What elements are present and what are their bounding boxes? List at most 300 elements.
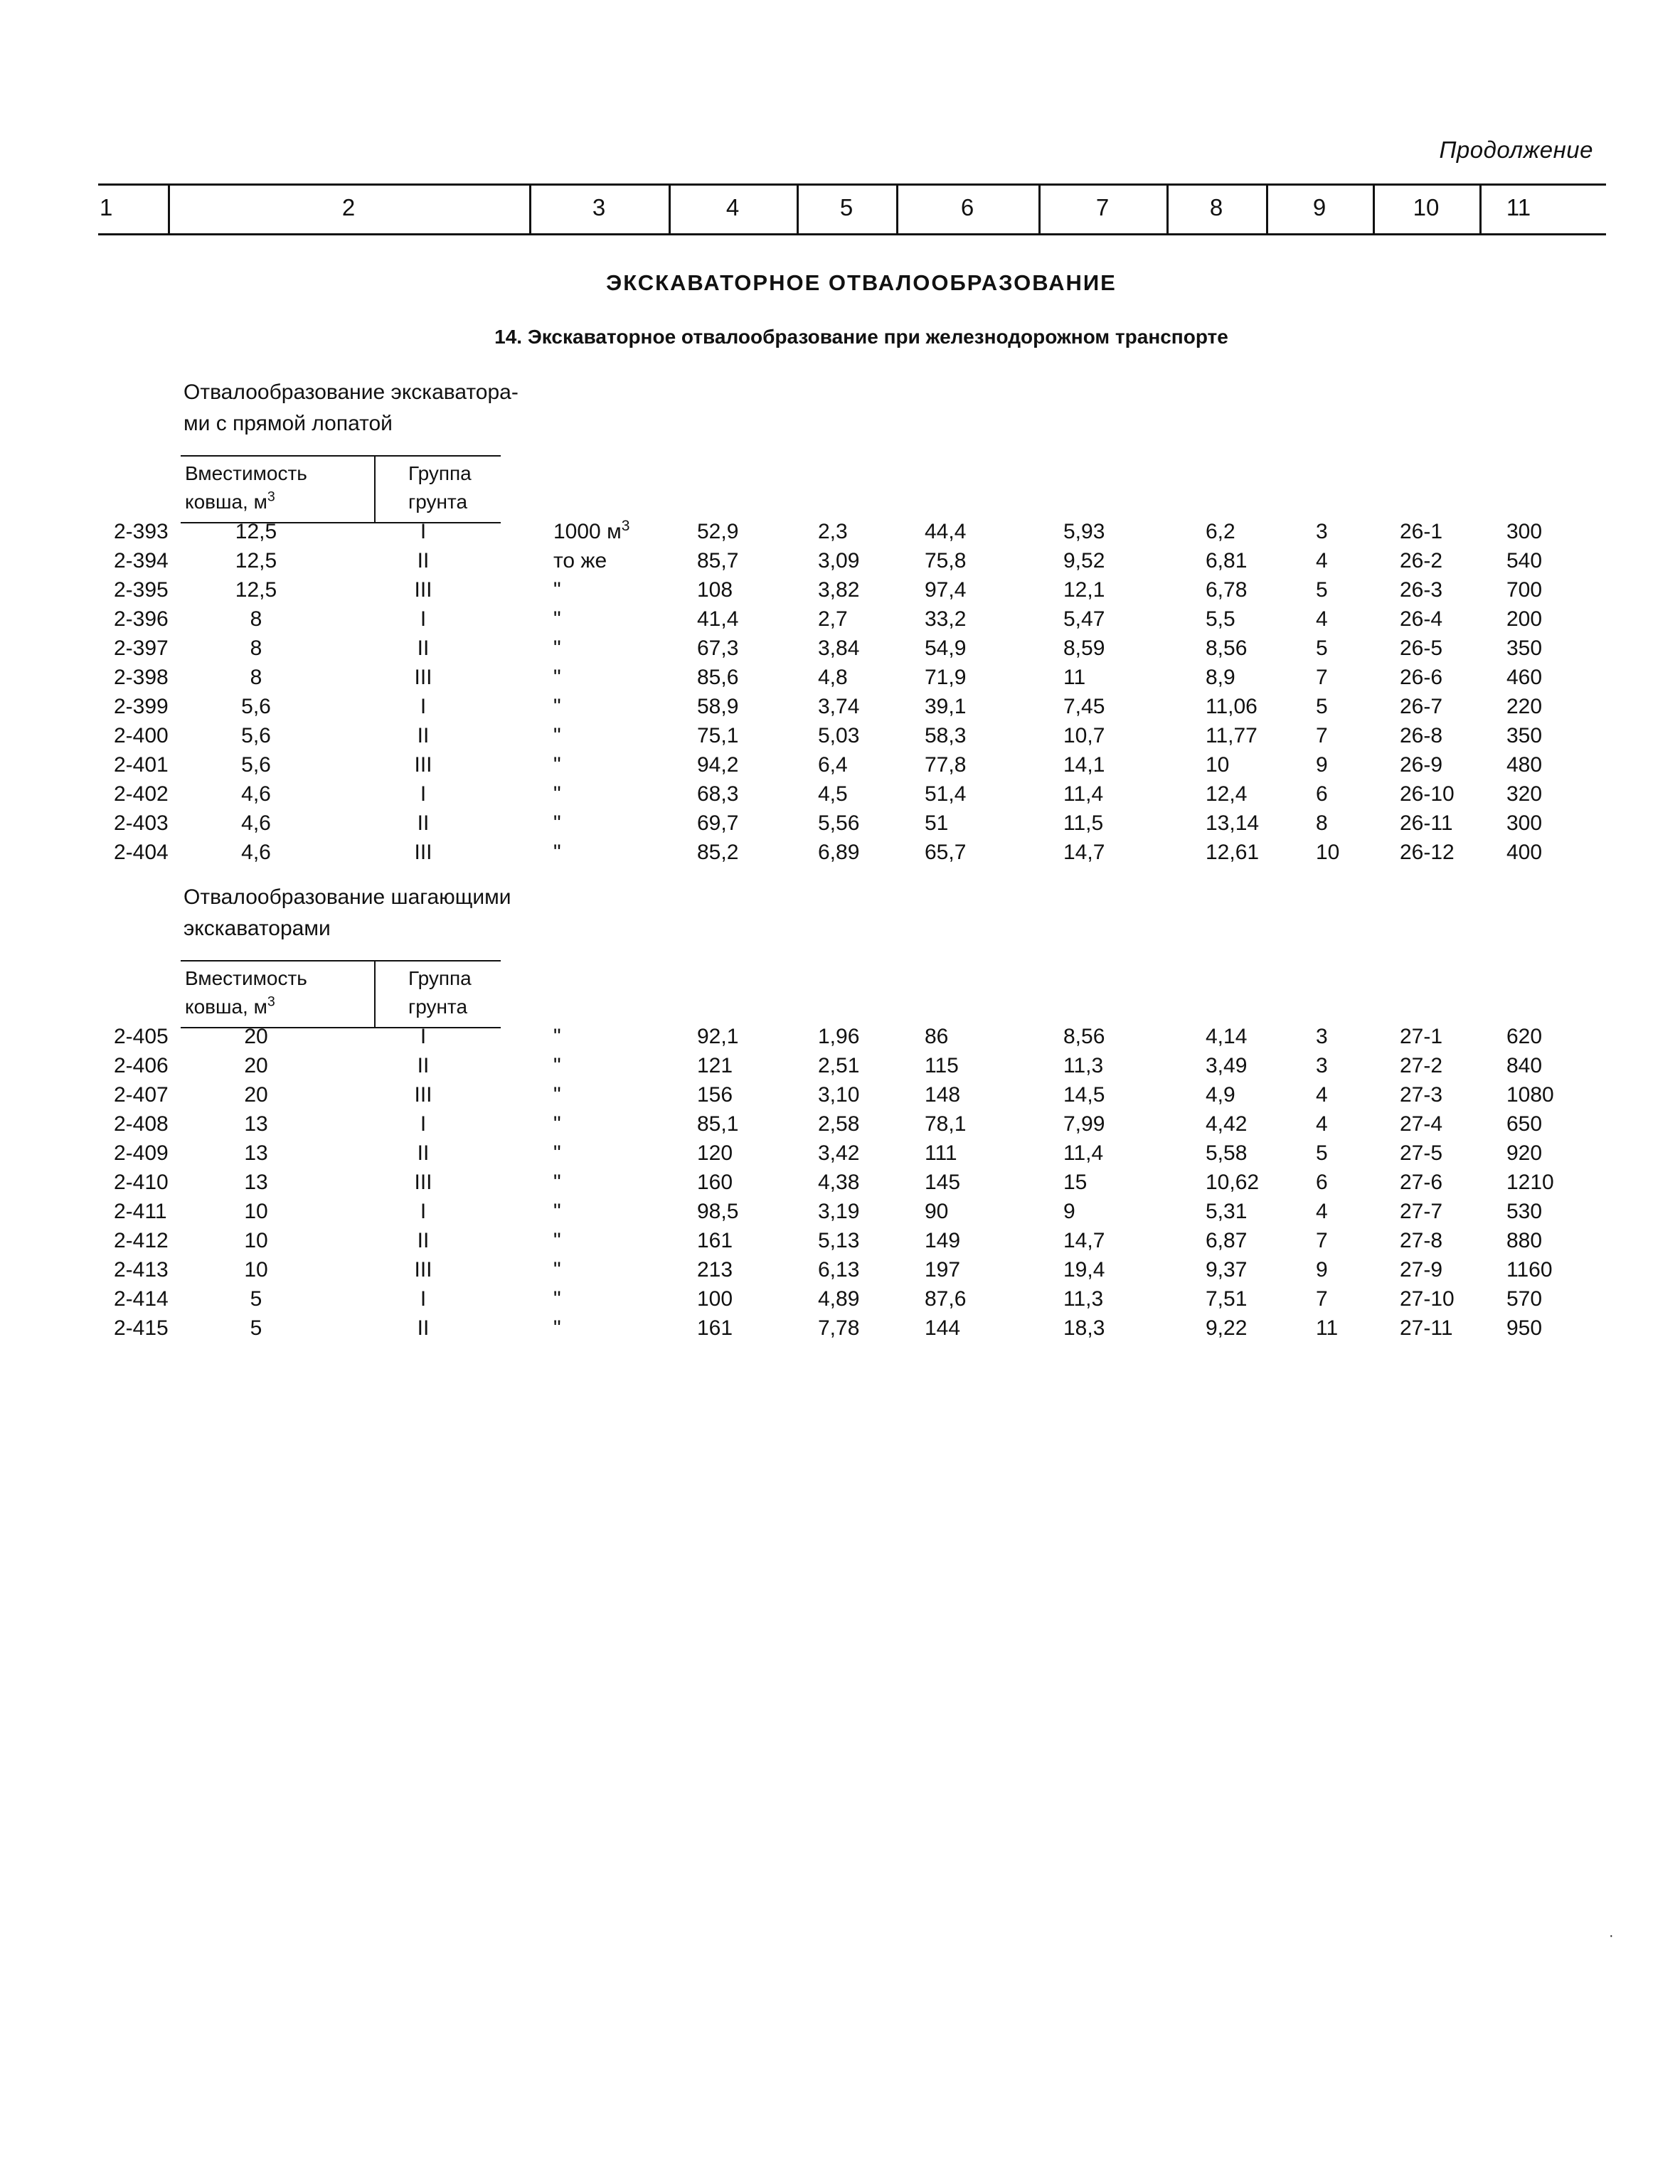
table-row (0, 1168, 1680, 1197)
cell-c10: 26-9 (1400, 753, 1443, 777)
cell-c8: 6,81 (1206, 549, 1248, 572)
superscript: 3 (267, 489, 275, 505)
cell-c4: 161 (697, 1229, 733, 1252)
cell-c8: 10 (1206, 753, 1230, 777)
table-row (0, 1255, 1680, 1284)
cell-c8: 12,4 (1206, 782, 1248, 806)
cell-c9: 5 (1316, 636, 1328, 660)
cell-unit: " (553, 666, 561, 689)
cell-code: 2-397 (114, 636, 169, 660)
cell-vol: 12,5 (235, 578, 277, 602)
cell-vol: 12,5 (235, 549, 277, 572)
cell-c8: 9,37 (1206, 1258, 1248, 1282)
cell-c6: 58,3 (925, 724, 967, 747)
cell-c8: 11,77 (1206, 724, 1258, 747)
cell-c7: 14,5 (1063, 1083, 1105, 1107)
cell-c4: 120 (697, 1141, 733, 1165)
cell-c9: 3 (1316, 520, 1328, 543)
cell-grp: I (420, 782, 427, 806)
cell-c9: 11 (1316, 1316, 1339, 1340)
cell-c9: 7 (1316, 666, 1328, 689)
cell-unit: " (553, 1083, 561, 1107)
column-number: 1 (100, 194, 113, 220)
cell-c5: 6,13 (818, 1258, 860, 1282)
cell-c11: 480 (1506, 753, 1543, 777)
cell-c10: 27-11 (1400, 1316, 1453, 1340)
cell-grp: II (417, 1229, 430, 1252)
cell-unit: " (553, 841, 561, 864)
cell-unit: " (553, 1200, 561, 1223)
cell-c7: 11,3 (1063, 1054, 1104, 1077)
cell-grp: I (420, 607, 427, 631)
cell-c7: 7,99 (1063, 1112, 1105, 1136)
cell-c9: 3 (1316, 1025, 1328, 1048)
cell-c4: 94,2 (697, 753, 739, 777)
cell-unit: " (553, 724, 561, 747)
cell-c11: 220 (1506, 695, 1543, 718)
cell-c7: 15 (1063, 1171, 1088, 1194)
cell-c6: 197 (925, 1258, 961, 1282)
cell-c10: 27-10 (1400, 1287, 1455, 1311)
part1-rows (0, 517, 1680, 867)
header-text: Вместимость (185, 462, 307, 484)
table-row (0, 1197, 1680, 1226)
cell-c8: 5,5 (1206, 607, 1235, 631)
cell-c7: 7,45 (1063, 695, 1105, 718)
table-row (0, 692, 1680, 721)
cell-grp: III (414, 1083, 432, 1107)
cell-c4: 156 (697, 1083, 733, 1107)
table-row (0, 517, 1680, 546)
cell-c9: 7 (1316, 1287, 1328, 1311)
table-row (0, 634, 1680, 663)
cell-grp: II (417, 811, 430, 835)
cell-c6: 86 (925, 1025, 949, 1048)
cell-c5: 3,82 (818, 578, 860, 602)
cell-c7: 11 (1063, 666, 1086, 689)
cell-c5: 3,42 (818, 1141, 860, 1165)
header-text: Группа (408, 967, 472, 989)
cell-grp: III (414, 753, 432, 777)
cell-c11: 1210 (1506, 1171, 1554, 1194)
cell-c5: 5,13 (818, 1229, 860, 1252)
cell-c5: 4,8 (818, 666, 848, 689)
cell-c11: 700 (1506, 578, 1543, 602)
table-row (0, 1109, 1680, 1139)
cell-c11: 350 (1506, 724, 1543, 747)
cell-c6: 71,9 (925, 666, 967, 689)
cell-grp: I (420, 1200, 427, 1223)
cell-code: 2-411 (114, 1200, 167, 1223)
cell-c10: 27-6 (1400, 1171, 1443, 1194)
cell-unit: " (553, 753, 561, 777)
cell-grp: I (420, 1112, 427, 1136)
cell-grp: II (417, 1141, 430, 1165)
table-row (0, 838, 1680, 867)
cell-c9: 6 (1316, 782, 1328, 806)
cell-unit: " (553, 1171, 561, 1194)
cell-c4: 67,3 (697, 636, 739, 660)
cell-vol: 5 (250, 1316, 262, 1340)
cell-code: 2-406 (114, 1054, 169, 1077)
cell-unit: " (553, 1112, 561, 1136)
column-number: 2 (341, 194, 356, 220)
cell-grp: II (417, 1316, 430, 1340)
cell-c7: 11,4 (1063, 782, 1104, 806)
cell-vol: 8 (250, 666, 262, 689)
cell-c7: 10,7 (1063, 724, 1105, 747)
cell-c5: 4,38 (818, 1171, 860, 1194)
cell-c5: 2,51 (818, 1054, 860, 1077)
cell-unit: 1000 $м^3$ (553, 518, 630, 543)
cell-c8: 4,14 (1206, 1025, 1248, 1048)
column-number: 3 (592, 194, 606, 220)
part1-title-line: Отвалообразование экскаватора- (184, 380, 519, 404)
cell-c6: 145 (925, 1171, 961, 1194)
table-row (0, 721, 1680, 750)
cell-code: 2-412 (114, 1229, 169, 1252)
cell-vol: 5,6 (241, 695, 271, 718)
cell-vol: 4,6 (241, 841, 271, 864)
header-text (185, 993, 370, 1021)
cell-code: 2-409 (114, 1141, 169, 1165)
cell-c8: 8,9 (1206, 666, 1235, 689)
cell-c4: 58,9 (697, 695, 739, 718)
cell-c4: 75,1 (697, 724, 739, 747)
cell-vol: 4,6 (241, 782, 271, 806)
cell-c8: 6,87 (1206, 1229, 1248, 1252)
cell-c8: 4,42 (1206, 1112, 1248, 1136)
cell-c10: 26-12 (1400, 841, 1455, 864)
part1-title-line: ми с прямой лопатой (184, 412, 393, 435)
part2-subheader (181, 960, 501, 1028)
cell-c6: 51,4 (925, 782, 967, 806)
cell-c5: 6,89 (818, 841, 860, 864)
column-number: 8 (1209, 194, 1223, 220)
continuation-label: Продолжение (1439, 137, 1593, 163)
part2-rows (0, 1022, 1680, 1343)
cell-c9: 7 (1316, 724, 1328, 747)
cell-c4: 85,1 (697, 1112, 739, 1136)
cell-c9: 6 (1316, 1171, 1328, 1194)
superscript: 3 (621, 518, 630, 534)
cell-code: 2-415 (114, 1316, 169, 1340)
table-row (0, 1022, 1680, 1051)
header-bottom-rule (98, 233, 1606, 235)
cell-c6: 75,8 (925, 549, 967, 572)
cell-code: 2-413 (114, 1258, 169, 1282)
soil-group-header (408, 964, 501, 1021)
cell-c10: 27-5 (1400, 1141, 1443, 1165)
cell-grp: II (417, 724, 430, 747)
part2-title-line: Отвалообразование шагающими (184, 885, 511, 909)
cell-c5: 3,19 (818, 1200, 860, 1223)
cell-grp: III (414, 1258, 432, 1282)
cell-code: 2-398 (114, 666, 169, 689)
column-number: 10 (1413, 194, 1440, 220)
cell-grp: I (420, 1287, 427, 1311)
table-row (0, 750, 1680, 779)
cell-c6: 78,1 (925, 1112, 967, 1136)
cell-c9: 3 (1316, 1054, 1328, 1077)
part1-subheader (181, 455, 501, 523)
cell-c10: 26-11 (1400, 811, 1453, 835)
cell-vol: 8 (250, 636, 262, 660)
cell-c7: 18,3 (1063, 1316, 1105, 1340)
cell-c4: 69,7 (697, 811, 739, 835)
cell-c6: 97,4 (925, 578, 967, 602)
cell-vol: 10 (244, 1258, 268, 1282)
cell-c8: 6,2 (1206, 520, 1235, 543)
bucket-capacity-header (185, 459, 370, 516)
cell-vol: 8 (250, 607, 262, 631)
cell-c10: 26-8 (1400, 724, 1443, 747)
cell-c8: 9,22 (1206, 1316, 1248, 1340)
cell-c8: 5,31 (1206, 1200, 1248, 1223)
cell-code: 2-395 (114, 578, 169, 602)
cell-c10: 26-6 (1400, 666, 1443, 689)
cell-c11: 1160 (1506, 1258, 1553, 1282)
cell-c11: 570 (1506, 1287, 1543, 1311)
cell-c10: 26-10 (1400, 782, 1455, 806)
cell-vol: 13 (244, 1112, 268, 1136)
cell-c5: 2,3 (818, 520, 848, 543)
cell-c6: 77,8 (925, 753, 967, 777)
cell-c4: 121 (697, 1054, 733, 1077)
cell-c8: 6,78 (1206, 578, 1248, 602)
header-text: грунта (408, 491, 468, 513)
cell-c9: 4 (1316, 1083, 1328, 1107)
cell-unit: " (553, 578, 561, 602)
cell-c7: 9,52 (1063, 549, 1105, 572)
cell-unit: " (553, 1287, 561, 1311)
cell-code: 2-396 (114, 607, 169, 631)
cell-c10: 26-1 (1400, 520, 1443, 543)
superscript: 3 (267, 994, 275, 1010)
cell-c11: 460 (1506, 666, 1543, 689)
cell-c7: 5,47 (1063, 607, 1105, 631)
table-row (0, 779, 1680, 809)
cell-vol: 5,6 (241, 753, 271, 777)
cell-c5: 3,10 (818, 1083, 860, 1107)
cell-c6: 44,4 (925, 520, 967, 543)
cell-c6: 65,7 (925, 841, 967, 864)
cell-c9: 4 (1316, 607, 1328, 631)
cell-c6: 148 (925, 1083, 961, 1107)
cell-c5: 1,96 (818, 1025, 860, 1048)
cell-c5: 3,84 (818, 636, 860, 660)
cell-c7: 9 (1063, 1200, 1075, 1223)
section-title: ЭКСКАВАТОРНОЕ ОТВАЛООБРАЗОВАНИЕ (606, 270, 1117, 295)
cell-c7: 8,56 (1063, 1025, 1105, 1048)
cell-vol: 13 (244, 1141, 268, 1165)
part1-title (184, 377, 582, 440)
cell-code: 2-410 (114, 1171, 169, 1194)
cell-c5: 6,4 (818, 753, 848, 777)
cell-c8: 5,58 (1206, 1141, 1248, 1165)
cell-c7: 12,1 (1063, 578, 1105, 602)
cell-unit: " (553, 1316, 561, 1340)
cell-vol: 20 (244, 1054, 268, 1077)
cell-unit: " (553, 782, 561, 806)
cell-c7: 19,4 (1063, 1258, 1105, 1282)
header-top-rule (98, 183, 1606, 186)
column-number: 11 (1506, 194, 1531, 220)
cell-grp: III (414, 1171, 432, 1194)
cell-code: 2-401 (114, 753, 169, 777)
cell-code: 2-403 (114, 811, 169, 835)
cell-c4: 92,1 (697, 1025, 739, 1048)
cell-c11: 300 (1506, 520, 1543, 543)
table-row (0, 809, 1680, 838)
cell-c11: 880 (1506, 1229, 1543, 1252)
cell-c10: 27-1 (1400, 1025, 1443, 1048)
cell-vol: 20 (244, 1083, 268, 1107)
cell-c9: 7 (1316, 1229, 1328, 1252)
header-text: Вместимость (185, 967, 307, 989)
cell-c9: 4 (1316, 1112, 1328, 1136)
cell-unit: " (553, 1025, 561, 1048)
cell-vol: 5 (250, 1287, 262, 1311)
cell-grp: I (420, 695, 427, 718)
cell-c6: 144 (925, 1316, 961, 1340)
cell-c10: 26-7 (1400, 695, 1443, 718)
cell-c11: 350 (1506, 636, 1543, 660)
soil-group-header (408, 459, 501, 516)
cell-c9: 4 (1316, 1200, 1328, 1223)
table-row (0, 575, 1680, 604)
cell-c11: 620 (1506, 1025, 1543, 1048)
cell-c8: 4,9 (1206, 1083, 1235, 1107)
cell-c11: 950 (1506, 1316, 1543, 1340)
cell-c6: 115 (925, 1054, 959, 1077)
cell-c8: 3,49 (1206, 1054, 1248, 1077)
cell-c5: 3,09 (818, 549, 860, 572)
table-row (0, 1080, 1680, 1109)
cell-c4: 68,3 (697, 782, 739, 806)
cell-c10: 27-3 (1400, 1083, 1443, 1107)
cell-c11: 530 (1506, 1200, 1543, 1223)
cell-c8: 10,62 (1206, 1171, 1260, 1194)
cell-c4: 161 (697, 1316, 733, 1340)
cell-unit: " (553, 636, 561, 660)
cell-c5: 4,89 (818, 1287, 860, 1311)
cell-c9: 4 (1316, 549, 1328, 572)
cell-c10: 26-5 (1400, 636, 1443, 660)
cell-vol: 4,6 (241, 811, 271, 835)
cell-code: 2-400 (114, 724, 169, 747)
cell-c8: 7,51 (1206, 1287, 1248, 1311)
cell-c6: 111 (925, 1141, 957, 1165)
cell-c9: 9 (1316, 1258, 1328, 1282)
table-row (0, 604, 1680, 634)
cell-c10: 27-2 (1400, 1054, 1443, 1077)
cell-vol: 12,5 (235, 520, 277, 543)
cell-code: 2-405 (114, 1025, 169, 1048)
cell-grp: I (420, 1025, 427, 1048)
cell-grp: III (414, 841, 432, 864)
cell-c6: 90 (925, 1200, 949, 1223)
table-title: 14. Экскаваторное отвалообразование при железнодорожном транспорте (494, 326, 1228, 348)
cell-c7: 14,1 (1063, 753, 1105, 777)
cell-c11: 540 (1506, 549, 1543, 572)
cell-c8: 12,61 (1206, 841, 1260, 864)
cell-c7: 8,59 (1063, 636, 1105, 660)
header-text: ковша, м (185, 996, 267, 1018)
cell-unit: то же (553, 549, 607, 572)
cell-c5: 3,74 (818, 695, 860, 718)
table-row (0, 1284, 1680, 1314)
cell-c4: 41,4 (697, 607, 739, 631)
cell-c4: 100 (697, 1287, 733, 1311)
cell-c4: 213 (697, 1258, 733, 1282)
cell-c5: 5,56 (818, 811, 860, 835)
cell-code: 2-393 (114, 520, 169, 543)
part2-title-line: экскаваторами (184, 917, 331, 940)
cell-c6: 87,6 (925, 1287, 967, 1311)
cell-c10: 26-2 (1400, 549, 1443, 572)
table-row (0, 546, 1680, 575)
subheader-separator (374, 457, 376, 522)
table-row (0, 1139, 1680, 1168)
header-text: ковша, м (185, 491, 267, 513)
cell-c11: 400 (1506, 841, 1543, 864)
cell-c6: 149 (925, 1229, 961, 1252)
table-row (0, 1051, 1680, 1080)
cell-grp: II (417, 1054, 430, 1077)
cell-c4: 85,2 (697, 841, 739, 864)
cell-c9: 8 (1316, 811, 1328, 835)
cell-code: 2-402 (114, 782, 169, 806)
cell-c8: 11,06 (1206, 695, 1258, 718)
cell-c6: 54,9 (925, 636, 967, 660)
cell-vol: 10 (244, 1200, 268, 1223)
header-text: грунта (408, 996, 468, 1018)
cell-c11: 200 (1506, 607, 1543, 631)
cell-grp: I (420, 520, 427, 543)
cell-grp: II (417, 636, 430, 660)
cell-code: 2-399 (114, 695, 169, 718)
cell-c6: 51 (925, 811, 949, 835)
cell-c9: 10 (1316, 841, 1340, 864)
header-text (185, 488, 370, 516)
cell-c10: 27-4 (1400, 1112, 1443, 1136)
cell-c9: 5 (1316, 1141, 1328, 1165)
cell-c11: 300 (1506, 811, 1543, 835)
cell-c7: 11,5 (1063, 811, 1104, 835)
cell-c4: 85,7 (697, 549, 739, 572)
bucket-capacity-header (185, 964, 370, 1021)
column-number: 7 (1095, 194, 1110, 220)
cell-c9: 9 (1316, 753, 1328, 777)
cell-c10: 27-9 (1400, 1258, 1443, 1282)
part2-title (184, 882, 582, 944)
cell-c10: 26-4 (1400, 607, 1443, 631)
cell-code: 2-404 (114, 841, 169, 864)
table-row (0, 1314, 1680, 1343)
cell-grp: III (414, 666, 432, 689)
cell-c5: 2,7 (818, 607, 848, 631)
cell-c6: 33,2 (925, 607, 967, 631)
cell-c5: 4,5 (818, 782, 848, 806)
cell-c4: 108 (697, 578, 733, 602)
cell-unit: " (553, 1054, 561, 1077)
cell-c11: 320 (1506, 782, 1543, 806)
cell-unit: " (553, 1229, 561, 1252)
column-number: 5 (839, 194, 854, 220)
cell-c9: 5 (1316, 578, 1328, 602)
cell-c11: 920 (1506, 1141, 1543, 1165)
